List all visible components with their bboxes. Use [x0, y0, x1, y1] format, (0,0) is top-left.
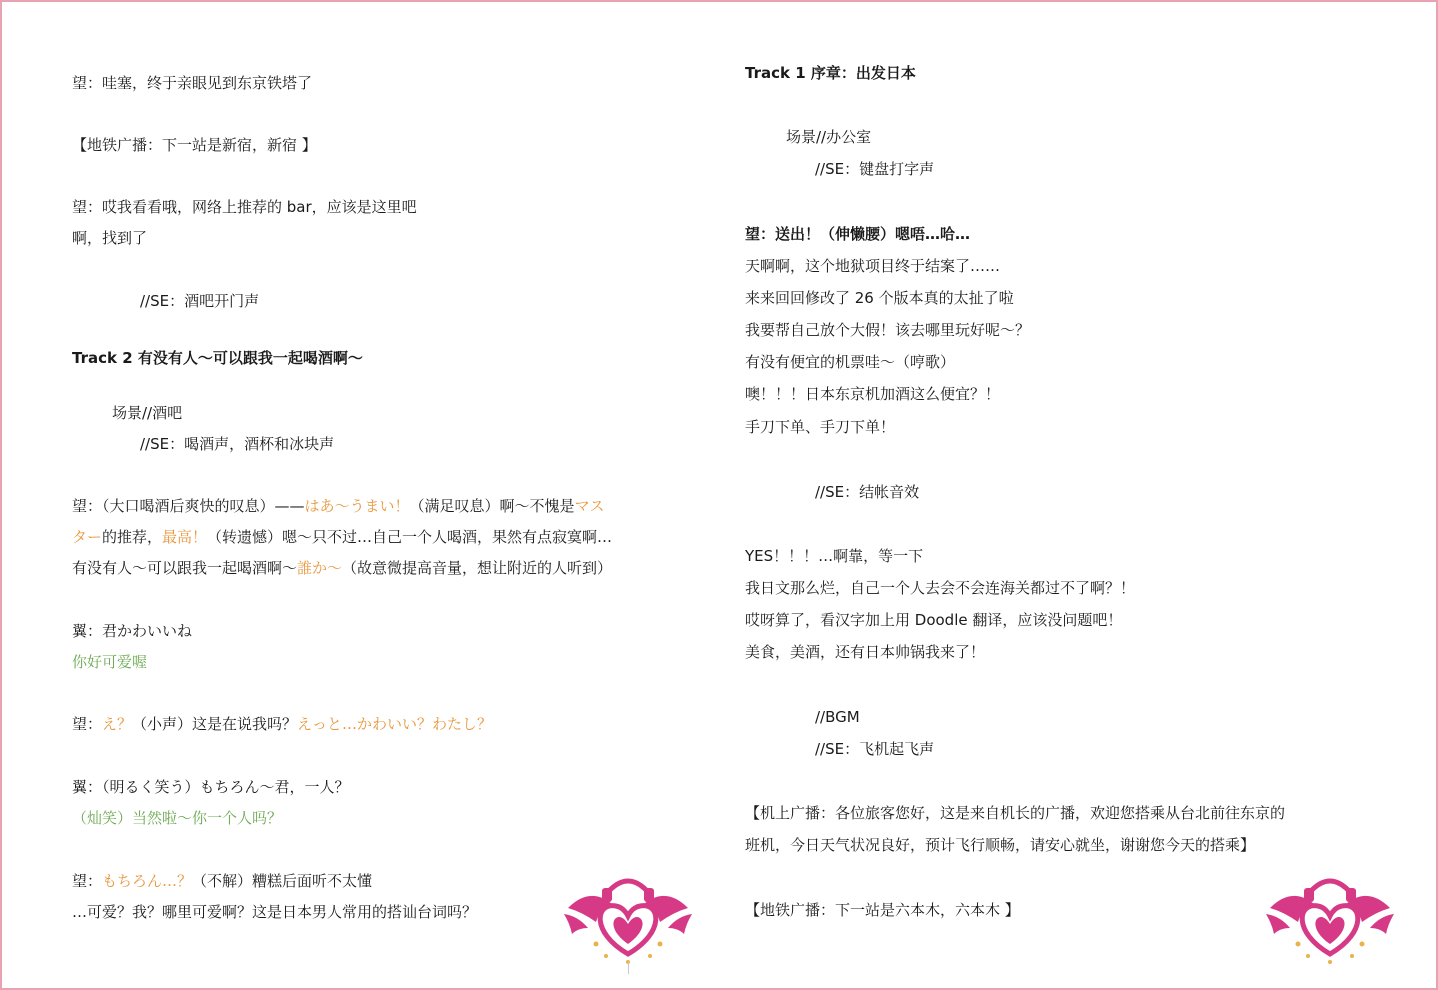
text-segment: （小声）这是在说我吗？ [132, 715, 298, 733]
text-segment: 翼：君かわいいね [72, 622, 193, 640]
green-text-segment: （灿笑）当然啦～你一个人吗？ [72, 809, 283, 827]
scene-cue [786, 127, 871, 147]
orange-text-segment: はあ～うまい！ [304, 497, 410, 515]
text-segment: //SE：喝酒声，酒杯和冰块声 [140, 435, 335, 453]
script-line [745, 384, 1000, 404]
text-segment: 有没有人～可以跟我一起喝酒啊～ [72, 559, 298, 577]
script-line [745, 417, 895, 437]
orange-text-segment: え？ [102, 715, 133, 733]
text-segment: （不解）糟糕后面听不太懂 [192, 872, 373, 890]
text-segment: 场景//酒吧 [112, 404, 183, 422]
page-fold-mark [628, 962, 629, 974]
text-segment: （满足叹息）啊～不愧是 [409, 497, 575, 515]
track-heading [745, 63, 916, 83]
text-segment: 手刀下单、手刀下单！ [745, 418, 896, 436]
track-heading [72, 348, 363, 368]
text-segment: YES！！！…啊靠，等一下 [745, 547, 924, 565]
broadcast-line [72, 135, 317, 155]
text-segment: 有没有便宜的机票哇～（哼歌） [745, 353, 956, 371]
orange-text-segment: 誰か～ [297, 559, 343, 577]
script-line [72, 73, 312, 93]
script-line [745, 256, 1000, 276]
sound-effect-cue [815, 159, 934, 179]
script-line [72, 228, 147, 248]
script-line [72, 496, 605, 516]
text-segment: 望：哎我看看哦，网络上推荐的 bar，应该是这里吧 [72, 198, 417, 216]
text-segment: //SE：结帐音效 [815, 483, 920, 501]
sound-effect-cue [815, 482, 919, 502]
text-segment: //SE：键盘打字声 [815, 160, 935, 178]
script-line [745, 610, 1122, 630]
text-segment: 天啊啊，这个地狱项目终于结案了…… [745, 257, 1001, 275]
script-line [72, 714, 492, 734]
text-segment: 【地铁广播：下一站是六本木，六本木 】 [745, 901, 1020, 919]
script-line [72, 871, 372, 891]
orange-text-segment: もちろん…？ [102, 872, 193, 890]
text-segment: //SE：酒吧开门声 [140, 292, 260, 310]
text-segment: 【机上广播：各位旅客您好，这是来自机长的广播，欢迎您搭乘从台北前往东京的 [745, 804, 1286, 822]
translation-line [72, 652, 147, 672]
sound-effect-cue [140, 434, 334, 454]
orange-text-segment: ター [72, 528, 103, 546]
script-line [72, 527, 612, 547]
script-line [745, 642, 985, 662]
script-line [72, 777, 350, 797]
text-segment: 望： [72, 715, 103, 733]
text-segment: …可爱？我？哪里可爱啊？这是日本男人常用的搭讪台词吗？ [72, 903, 478, 921]
text-segment: Track 1 序章：出发日本 [745, 64, 916, 82]
broadcast-line [745, 900, 1020, 920]
text-segment: 场景//办公室 [786, 128, 872, 146]
text-segment: 美食，美酒，还有日本帅锅我来了！ [745, 643, 986, 661]
script-line [745, 288, 1014, 308]
translation-line [72, 808, 282, 828]
script-line [745, 546, 923, 566]
orange-text-segment: マス [574, 497, 605, 515]
text-segment: //BGM [815, 708, 860, 726]
sound-effect-cue [140, 291, 259, 311]
sound-effect-cue [815, 739, 934, 759]
broadcast-line [745, 835, 1255, 855]
script-line [72, 902, 477, 922]
script-line [745, 320, 1030, 340]
text-segment: 望：（大口喝酒后爽快的叹息）—— [72, 497, 305, 515]
text-segment: 【地铁广播：下一站是新宿，新宿 】 [72, 136, 317, 154]
text-segment: 我日文那么烂，自己一个人去会不会连海关都过不了啊？！ [745, 579, 1136, 597]
text-segment: 翼：（明るく笑う）もちろん～君，一人？ [72, 778, 350, 796]
text-segment: 我要帮自己放个大假！该去哪里玩好呢～？ [745, 321, 1031, 339]
text-segment: 哎呀算了，看汉字加上用 Doodle 翻译，应该没问题吧！ [745, 611, 1123, 629]
winged-heart-headphones-logo [560, 868, 696, 968]
script-line [745, 224, 970, 244]
text-segment: （转遗憾）嗯～只不过…自己一个人喝酒，果然有点寂寞啊… [207, 528, 613, 546]
script-line [72, 558, 612, 578]
orange-text-segment: 最高！ [162, 528, 208, 546]
text-segment: 望： [72, 872, 103, 890]
green-text-segment: 你好可爱喔 [72, 653, 148, 671]
text-segment: Track 2 有没有人～可以跟我一起喝酒啊～ [72, 349, 363, 367]
script-line [745, 578, 1135, 598]
script-line [72, 197, 417, 217]
text-segment: //SE：飞机起飞声 [815, 740, 935, 758]
text-segment: 班机，今日天气状况良好，预计飞行顺畅，请安心就坐，谢谢您今天的搭乘】 [745, 836, 1256, 854]
broadcast-line [745, 803, 1285, 823]
text-segment: 望：送出！（伸懒腰）嗯唔…哈… [745, 225, 971, 243]
text-segment: 望：哇塞，终于亲眼见到东京铁塔了 [72, 74, 313, 92]
winged-heart-headphones-logo [1262, 868, 1398, 968]
script-line [745, 352, 955, 372]
text-segment: （故意微提高音量，想让附近的人听到） [342, 559, 613, 577]
text-segment: 噢！！！日本东京机加酒这么便宜？！ [745, 385, 1001, 403]
script-line [72, 621, 192, 641]
bgm-cue [815, 707, 860, 727]
orange-text-segment: えっと…かわいい？わたし？ [297, 715, 493, 733]
scene-cue [112, 403, 182, 423]
text-segment: 啊，找到了 [72, 229, 148, 247]
text-segment: 来来回回修改了 26 个版本真的太扯了啦 [745, 289, 1014, 307]
text-segment: 的推荐， [102, 528, 163, 546]
